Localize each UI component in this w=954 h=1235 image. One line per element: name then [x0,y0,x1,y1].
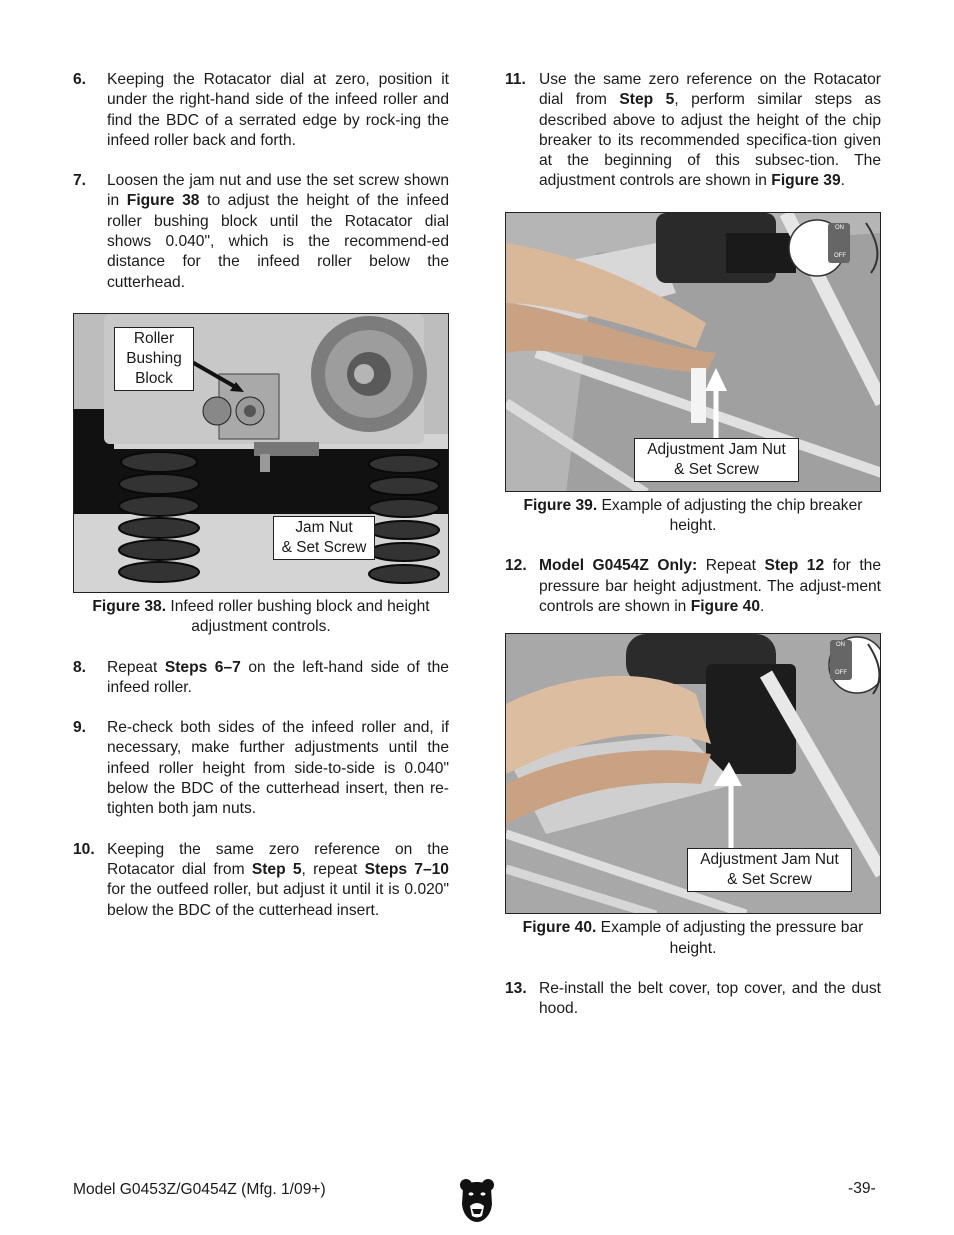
step-number: 9. [73,719,87,737]
switch-on-text: ON [836,642,845,649]
step-emphasis: Figure 39 [771,172,841,190]
adjustment-jam-nut-label [634,438,799,482]
label-line: Block [135,369,173,387]
step-text: Re-install the belt cover, top cover, and the dust hood. [539,979,881,1018]
step-emphasis: Figure 40 [690,597,761,615]
step-number: 11. [505,71,526,88]
adjustment-jam-nut-label [687,848,852,892]
jam-nut-label [273,516,375,560]
step-item [73,70,449,151]
step-emphasis: Step 5 [251,860,302,878]
switch-off-text: OFF [835,670,847,677]
step-text: to adjust the height of the infeed roller bushing block until the Rotacator dial shows 0.040", which is the recommend-ed distance for the infeed roller below the cutterhead. [107,192,449,291]
step-text: , perform similar steps as described above to adjust the height of the chip breaker to its recommended specifica-tion given at the beginning of this subsec-tion. The adjustment controls are shown in [539,91,881,190]
step-text: for the pressure bar height adjustment. The adjust-ment controls are shown in [539,557,881,615]
label-line: Bushing [126,349,182,367]
step-12 [505,556,881,617]
figure-40-caption [505,918,881,959]
label-line: Adjustment Jam Nut [700,851,839,869]
label-line: & Set Screw [727,871,812,889]
step-item [505,70,881,192]
caption-text: Example of adjusting the chip breaker height. [597,496,863,535]
step-emphasis: Step 12 [764,557,825,575]
step-text: , repeat [301,860,365,878]
step-number: 10. [73,840,95,858]
step-text: Repeat [697,557,765,575]
label-line: & Set Screw [281,538,367,556]
switch-on-text: ON [835,224,844,231]
left-column [73,70,449,941]
step-item [73,658,449,699]
step-text: Keeping the Rotacator dial at zero, position it under the right-hand side of the infeed roller and find the BDC of a serrated edge by rock-ing the infeed roller back and forth. [107,71,449,149]
grizzly-bear-logo-icon [459,1176,495,1222]
step-emphasis: Step 5 [619,91,675,109]
steps-8-10 [73,658,449,921]
steps-6-7 [73,70,449,293]
step-text: . [760,597,765,615]
step-emphasis: Steps 6–7 [164,658,241,676]
step-number: 7. [73,172,87,190]
right-column [505,70,881,1039]
label-line: & Set Screw [674,460,759,478]
step-emphasis: Figure 38 [126,192,200,210]
figure-38-caption [73,597,449,638]
footer-model: Model G0453Z/G0454Z (Mfg. 1/09+) [73,1181,326,1198]
step-text: Repeat [107,658,165,676]
step-13 [505,979,881,1020]
step-text: Keeping the same zero reference on the Rotacator dial from [107,840,449,878]
step-text: on the left-hand side of the infeed roller. [107,658,449,696]
caption-text: Example of adjusting the pressure bar height. [596,919,864,957]
label-line: Adjustment Jam Nut [647,440,786,458]
step-11 [505,70,881,192]
step-text: . [840,172,845,190]
step-number: 8. [73,658,87,676]
step-item [73,718,449,819]
caption-label: Figure 39. [523,496,598,514]
step-item [73,840,449,921]
step-item [73,171,449,293]
caption-label: Figure 40. [522,919,597,937]
step-text: Use the same zero reference on the Rotacator dial from [539,71,881,109]
label-line: Jam Nut [295,518,353,536]
step-text: Re-check both sides of the infeed roller and, if necessary, make further adjustments until the infeed roller height from side-to-side is 0.040" below the BDC of the cutterhead insert, then re-tighten both jam nuts. [107,719,449,818]
caption-text: Infeed roller bushing block and height adjustment controls. [166,597,430,636]
step-number: 6. [73,71,87,88]
roller-bushing-block-label [114,327,194,391]
step-emphasis: Model G0454Z Only: [539,557,698,575]
figure-39-photo [505,212,881,492]
figure-39-caption [505,496,881,537]
figure-40-photo [505,633,881,914]
step-number: 13. [505,979,527,997]
page-number: -39- [848,1180,876,1197]
label-line: Roller [133,329,175,347]
step-emphasis: Steps 7–10 [364,860,449,878]
step-text: Loosen the jam nut and use the set screw shown in [107,172,449,210]
switch-off-text: OFF [834,252,846,259]
step-number: 12. [505,557,527,575]
step-item [505,556,881,617]
step-item [505,979,881,1020]
caption-label: Figure 38. [92,597,167,615]
figure-38-photo [73,313,449,593]
step-text: for the outfeed roller, but adjust it until it is 0.020" below the BDC of the cutterhead insert. [107,881,449,919]
